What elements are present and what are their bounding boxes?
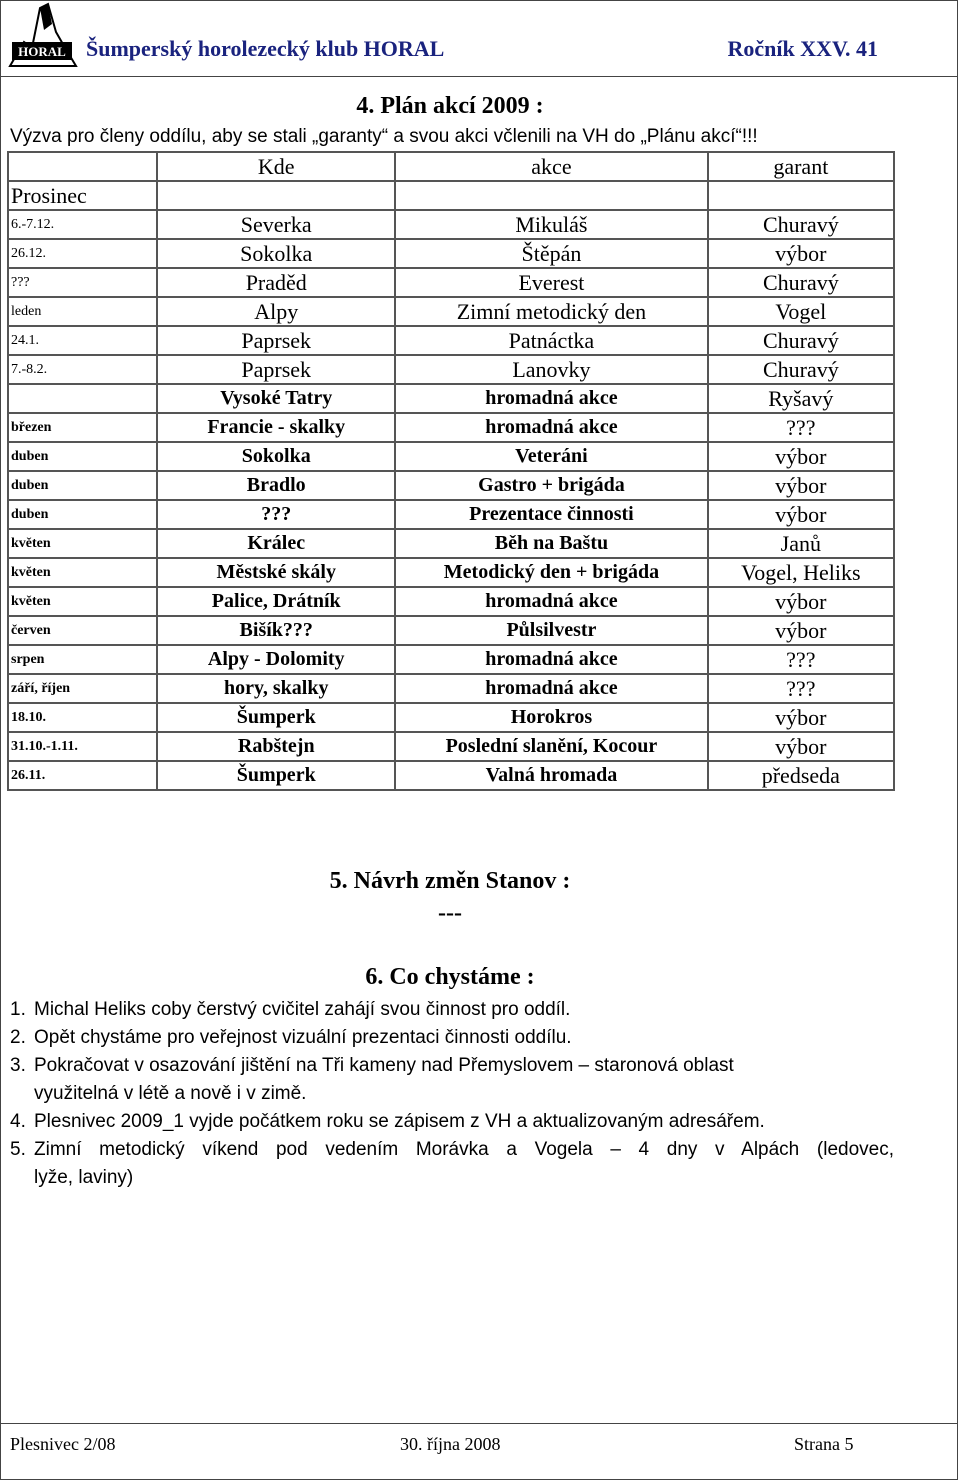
list-item: 3. Pokračovat v osazování jištění na Tři kameny nad Přemyslovem – staronová oblast využitelná v létě a nově i v zimě.: [10, 1055, 734, 1104]
row-guarantor: Churavý: [708, 326, 894, 355]
row-event: Prezentace činnosti: [395, 500, 707, 529]
page-footer: [0, 1423, 958, 1481]
column-header-guarantor: garant: [708, 152, 894, 181]
row-place: Rabštejn: [157, 732, 395, 761]
table-row: [8, 732, 894, 761]
table-row: [8, 355, 894, 384]
row-guarantor: výbor: [708, 703, 894, 732]
row-guarantor: Churavý: [708, 355, 894, 384]
row-event: Gastro + brigáda: [395, 471, 707, 500]
row-place: Francie - skalky: [157, 413, 395, 442]
table-row: [8, 326, 894, 355]
row-date: 24.1.: [8, 326, 157, 355]
column-header-place: Kde: [157, 152, 395, 181]
horal-logo: [6, 2, 78, 68]
row-event: Běh na Baštu: [395, 529, 707, 558]
row-date: březen: [8, 413, 157, 442]
row-place: Městské skály: [157, 558, 395, 587]
row-event: Horokros: [395, 703, 707, 732]
row-event: Mikuláš: [395, 210, 707, 239]
row-place: Paprsek: [157, 326, 395, 355]
row-guarantor: výbor: [708, 587, 894, 616]
row-place: Palice, Drátník: [157, 587, 395, 616]
row-guarantor: výbor: [708, 239, 894, 268]
section-5-content: ---: [438, 900, 462, 926]
month-row: [8, 181, 894, 210]
row-place: hory, skalky: [157, 674, 395, 703]
row-guarantor: výbor: [708, 732, 894, 761]
table-row: [8, 500, 894, 529]
row-place: Bišík???: [157, 616, 395, 645]
row-guarantor: výbor: [708, 500, 894, 529]
svg-text:HORAL: HORAL: [18, 44, 66, 59]
row-guarantor: ???: [708, 413, 894, 442]
month-label: Prosinec: [8, 181, 157, 210]
row-event: Everest: [395, 268, 707, 297]
row-guarantor: Janů: [708, 529, 894, 558]
table-row: [8, 616, 894, 645]
list-item: 4. Plesnivec 2009_1 vyjde počátkem roku se zápisem z VH a aktualizovaným adresářem.: [10, 1111, 765, 1132]
row-place: Šumperk: [157, 761, 395, 790]
column-header-event: akce: [395, 152, 707, 181]
row-event: hromadná akce: [395, 384, 707, 413]
row-event: Lanovky: [395, 355, 707, 384]
row-place: Šumperk: [157, 703, 395, 732]
table-row: [8, 529, 894, 558]
row-event: Metodický den + brigáda: [395, 558, 707, 587]
row-guarantor: předseda: [708, 761, 894, 790]
row-date: srpen: [8, 645, 157, 674]
row-place: Paprsek: [157, 355, 395, 384]
table-row: [8, 268, 894, 297]
row-date: 18.10.: [8, 703, 157, 732]
row-event: Patnáctka: [395, 326, 707, 355]
row-event: hromadná akce: [395, 587, 707, 616]
footer-publication: Plesnivec 2/08: [10, 1434, 116, 1454]
row-date: červen: [8, 616, 157, 645]
row-guarantor: výbor: [708, 616, 894, 645]
footer-date: 30. října 2008: [400, 1434, 501, 1454]
row-event: Valná hromada: [395, 761, 707, 790]
row-date: 26.11.: [8, 761, 157, 790]
row-date: 31.10.-1.11.: [8, 732, 157, 761]
table-row: [8, 413, 894, 442]
section-4-intro: Výzva pro členy oddílu, aby se stali „garanty“ a svou akci včlenili na VH do „Plánu akcí“!!!: [10, 126, 758, 147]
table-row: [8, 587, 894, 616]
section-6-title: 6. Co chystáme :: [365, 964, 535, 990]
list-item: 2. Opět chystáme pro veřejnost vizuální prezentaci činnosti oddílu.: [10, 1027, 572, 1048]
row-place: Sokolka: [157, 442, 395, 471]
row-event: hromadná akce: [395, 645, 707, 674]
row-guarantor: ???: [708, 674, 894, 703]
table-row: [8, 674, 894, 703]
row-date: 6.-7.12.: [8, 210, 157, 239]
row-place: Bradlo: [157, 471, 395, 500]
row-event: Půlsilvestr: [395, 616, 707, 645]
row-date: duben: [8, 442, 157, 471]
row-event: Veteráni: [395, 442, 707, 471]
section-4-title: 4. Plán akcí 2009 :: [356, 93, 544, 119]
row-place: Vysoké Tatry: [157, 384, 395, 413]
page-header: [0, 0, 958, 77]
row-date: září, říjen: [8, 674, 157, 703]
row-guarantor: Ryšavý: [708, 384, 894, 413]
row-event: hromadná akce: [395, 413, 707, 442]
row-place: Severka: [157, 210, 395, 239]
row-date: duben: [8, 500, 157, 529]
row-event: hromadná akce: [395, 674, 707, 703]
event-plan-table: [7, 151, 895, 791]
table-row: [8, 558, 894, 587]
section-6-list: [10, 996, 894, 1192]
table-row: [8, 442, 894, 471]
table-row: [8, 761, 894, 790]
row-guarantor: Churavý: [708, 210, 894, 239]
row-date: ???: [8, 268, 157, 297]
row-date: 7.-8.2.: [8, 355, 157, 384]
table-row: [8, 703, 894, 732]
row-guarantor: Churavý: [708, 268, 894, 297]
row-date: duben: [8, 471, 157, 500]
row-place: Alpy - Dolomity: [157, 645, 395, 674]
table-row: [8, 239, 894, 268]
row-guarantor: Vogel, Heliks: [708, 558, 894, 587]
row-date: květen: [8, 558, 157, 587]
row-place: Sokolka: [157, 239, 395, 268]
table-row: [8, 645, 894, 674]
row-guarantor: Vogel: [708, 297, 894, 326]
row-date: 26.12.: [8, 239, 157, 268]
table-row: [8, 210, 894, 239]
row-event: Zimní metodický den: [395, 297, 707, 326]
row-event: Poslední slanění, Kocour: [395, 732, 707, 761]
section-5-title: 5. Návrh změn Stanov :: [329, 868, 571, 894]
table-header-row: [8, 152, 894, 181]
row-date: květen: [8, 529, 157, 558]
row-place: Alpy: [157, 297, 395, 326]
row-date: [8, 384, 157, 413]
row-place: Praděd: [157, 268, 395, 297]
row-event: Štěpán: [395, 239, 707, 268]
table-row: [8, 471, 894, 500]
row-place: ???: [157, 500, 395, 529]
row-place: Králec: [157, 529, 395, 558]
table-row: [8, 384, 894, 413]
table-row: [8, 297, 894, 326]
row-date: květen: [8, 587, 157, 616]
row-guarantor: ???: [708, 645, 894, 674]
club-name: Šumperský horolezecký klub HORAL: [86, 36, 445, 61]
list-item: 1. Michal Heliks coby čerstvý cvičitel zahájí svou činnost pro oddíl.: [10, 999, 571, 1020]
volume-number: Ročník XXV. 41: [727, 36, 878, 61]
row-date: leden: [8, 297, 157, 326]
footer-page-number: Strana 5: [794, 1434, 854, 1454]
list-item: 5. Zimní metodický víkend pod vedením Morávka a Vogela – 4 dny v Alpách (ledovec, lyže, laviny): [10, 1139, 894, 1188]
row-guarantor: výbor: [708, 442, 894, 471]
row-guarantor: výbor: [708, 471, 894, 500]
